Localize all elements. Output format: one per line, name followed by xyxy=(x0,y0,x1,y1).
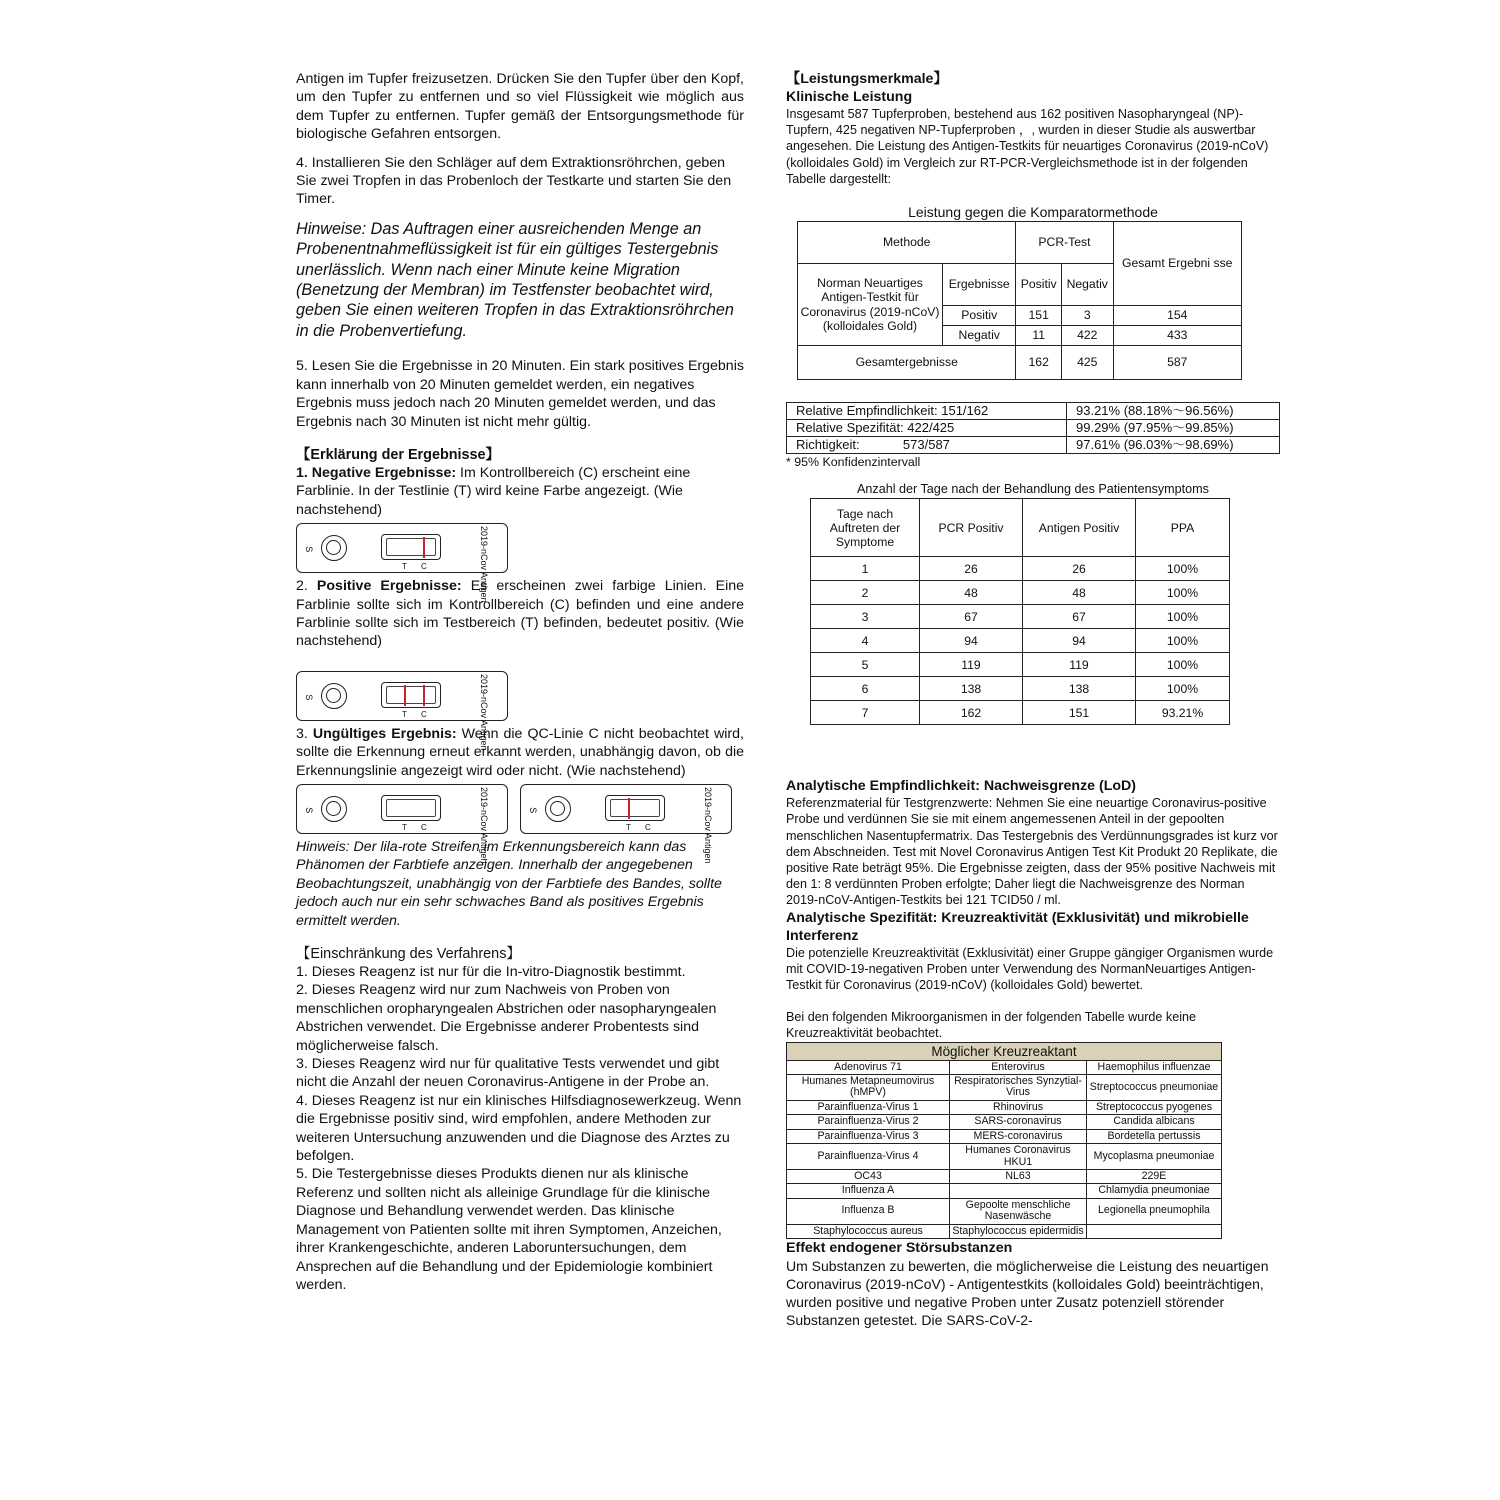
table-row xyxy=(787,1060,1222,1074)
control-line-label: C xyxy=(421,562,427,572)
table-cell: 100% xyxy=(1136,557,1230,581)
note-paragraph: Hinweise: Das Auftragen einer ausreichenden Menge an Probenentnahmeflüssigkeit ist für ein gültiges Testergebnis unerlässlich. Wenn nach einer Minute keine Migration (Benetzung der Membran) im Testfenster beobachtet wird, geben Sie einen weiteren Tropfen in das Extraktionsröhrchen in die Probenvertiefung. xyxy=(296,219,734,340)
positive-result-text: Es erscheinen zwei farbige Linien. Eine Farblinie sollte sich im Kontrollbereich (C) befinden und eine andere Farblinie sollte sich im Testbereich (T) befinden, bedeutet positiv. (Wie nachstehend) xyxy=(296,578,745,650)
table-cell: 26 xyxy=(1023,557,1136,581)
clinical-heading: Klinische Leistung xyxy=(786,89,913,105)
table-cell: 100% xyxy=(1136,605,1230,629)
limit-5: 5. Die Testergebnisse dieses Produkts dienen nur als klinische Referenz und sollten nicht als alleinige Grundlage für die klinische Diagnose und Behandlung verwendet werden. Das klinische Management von Patienten sollte mit ihren Symptomen, Anzeichen, ihrer Krankengeschichte, anderen Laboruntersuchungen, dem Ansprechen auf die Behandlung und der Epidemiologie kombiniert werden. xyxy=(296,1166,722,1293)
sample-label: S xyxy=(528,807,539,814)
table-cell: 151 xyxy=(1016,306,1062,326)
table-header: Ergebnisse xyxy=(943,264,1016,306)
results-heading: 【Erklärung der Ergebnisse】 xyxy=(296,446,500,463)
table-cell: 3 xyxy=(1061,306,1113,326)
invalid-result-text: Wenn die QC-Linie C nicht beobachtet wird, sollte die Erkennung erneut erkannt werden, unabhängig davon, ob die Erkennungslinie angezeigt wird oder nicht. (Wie nachstehend) xyxy=(296,725,744,779)
table-cell: Streptococcus pyogenes xyxy=(1087,1100,1222,1114)
cassette-side-label: 2019-nCov Antigen xyxy=(479,673,489,751)
table-cell: Staphylococcus epidermidis xyxy=(950,1224,1087,1238)
table-cell: 119 xyxy=(920,653,1023,677)
table-header: Negativ xyxy=(1061,264,1113,306)
table-row xyxy=(811,629,1230,653)
table-cell: Parainfluenza-Virus 3 xyxy=(787,1129,950,1143)
table-header: PCR-Test xyxy=(1016,222,1113,264)
table-cell: Staphylococcus aureus xyxy=(787,1224,950,1238)
control-line xyxy=(423,537,425,558)
test-line xyxy=(628,798,630,819)
result-window xyxy=(605,795,665,821)
test-line-label: T xyxy=(402,709,407,719)
cassette-side-label: 2019-nCov Antigen xyxy=(479,526,489,603)
table-cell: Enterovirus xyxy=(950,1060,1087,1074)
endogenous-paragraph: Um Substanzen zu bewerten, die möglicherweise die Leistung des neuartigen Coronavirus (2019-nCoV) - Antigentestkits (kolloidales Gold) beeinträchtigen, wurden positive und negative Proben unter Zusatz potenziell störender Substanzen getestet. Die SARS-CoV-2- xyxy=(786,1257,1269,1328)
sample-label: S xyxy=(304,807,315,814)
negative-result-paragraph xyxy=(296,464,744,519)
test-line-label: T xyxy=(626,822,631,832)
table-cell: Adenovirus 71 xyxy=(787,1060,950,1074)
table-cell: Relative Empfindlichkeit: 151/162 xyxy=(787,403,1067,420)
table-cell: 100% xyxy=(1136,629,1230,653)
table-row xyxy=(787,1100,1222,1114)
table-cell: 154 xyxy=(1113,306,1241,326)
table-cell: Influenza A xyxy=(787,1184,950,1198)
positive-result-number: 2. xyxy=(296,578,317,595)
control-line-label: C xyxy=(421,709,427,719)
table-cell: 433 xyxy=(1113,326,1241,346)
left-column xyxy=(296,70,744,1294)
comparator-table-caption: Leistung gegen die Komparatormethode xyxy=(908,204,1158,221)
specificity-paragraph: Die potenzielle Kreuzreaktivität (Exklusivität) einer Gruppe gängiger Organismen wurde mit COVID-19-negativen Proben unter Verwendung des NormanNeuartiges Antigen-Testkit für Coronavirus (2019-nCoV) (kolloidales Gold) bewertet. xyxy=(786,945,1274,993)
negative-result-text: Im Kontrollbereich (C) erscheint eine Farblinie. In der Testlinie (T) wird keine Farbe angezeigt. (Wie nachstehend) xyxy=(296,464,691,518)
result-window xyxy=(381,682,441,708)
limits-heading: 【Einschränkung des Verfahrens】 xyxy=(296,946,521,962)
table-cell: 4 xyxy=(811,629,920,653)
invalid-result-paragraph xyxy=(296,725,744,780)
lod-heading: Analytische Empfindlichkeit: Nachweisgrenze (LoD) xyxy=(786,778,1137,795)
sample-well-icon xyxy=(321,796,347,822)
table-row xyxy=(811,653,1230,677)
product-cell: Norman Neuartiges Antigen-Testkit für Coronavirus (2019-nCoV) (kolloidales Gold) xyxy=(798,264,943,346)
confidence-note: * 95% Konfidenzintervall xyxy=(786,455,921,470)
endogenous-heading: Effekt endogener Störsubstanzen xyxy=(786,1239,1013,1256)
table-row xyxy=(811,701,1230,725)
symptom-days-table xyxy=(810,498,1230,725)
invalid-cassettes xyxy=(296,780,744,864)
right-column xyxy=(786,70,1280,1329)
control-line-label: C xyxy=(421,822,427,832)
table-row xyxy=(787,437,1280,454)
cassette-side-label: 2019-nCov Antigen xyxy=(479,786,489,864)
performance-heading: 【Leistungsmerkmale】 xyxy=(786,71,948,87)
table-cell: Relative Spezifität: 422/425 xyxy=(787,420,1067,437)
table-header: PCR Positiv xyxy=(920,499,1023,557)
table-cell: Haemophilus influenzae xyxy=(1087,1060,1222,1074)
test-line-label: T xyxy=(402,822,407,832)
cassette-side-label: 2019-nCov Antigen xyxy=(703,786,713,864)
table-cell: 67 xyxy=(1023,605,1136,629)
table-cell: 48 xyxy=(920,581,1023,605)
sample-well-icon xyxy=(545,796,571,822)
table-cell: Respiratorisches Synzytial-Virus xyxy=(950,1075,1087,1101)
table-cell: Influenza B xyxy=(787,1198,950,1224)
table-row xyxy=(811,581,1230,605)
sample-well-icon xyxy=(321,535,347,561)
table-cell: 100% xyxy=(1136,653,1230,677)
hint-paragraph: Hinweis: Der lila-rote Streifen im Erkennungsbereich kann das Phänomen der Farbtiefe anzeigen. Innerhalb der angegebenen Beobachtungszeit, unabhängig von der Farbtiefe des Bandes, sollte jedoch auch nur ein sehr schwaches Band als positives Ergebnis ermittelt werden. xyxy=(296,838,722,929)
table-cell: OC43 xyxy=(787,1169,950,1183)
table-header: Tage nach Auftreten der Symptome xyxy=(811,499,920,557)
clinical-paragraph: Insgesamt 587 Tupferproben, bestehend aus 162 positiven Nasopharyngeal (NP)-Tupfern, 425 negativen NP-Tupferproben ，, wurden in dieser Studie als auswertbar angesehen. Die Leistung des Antigen-Testkits für neuartiges Coronavirus (2019-nCoV) (kolloidales Gold) im Vergleich zur RT-PCR-Vergleichsmethode ist in der folgenden Tabelle dargestellt: xyxy=(786,107,1269,186)
negative-result-title: 1. Negative Ergebnisse: xyxy=(296,464,457,481)
table-cell: Streptococcus pneumoniae xyxy=(1087,1075,1222,1101)
step-5-paragraph: 5. Lesen Sie die Ergebnisse in 20 Minuten. Ein stark positives Ergebnis kann innerhalb von 20 Minuten gemeldet werden, ein negatives Ergebnis muss jedoch nach 20 Minuten gemeldet werden, und das Ergebnis nach 30 Minuten ist nicht mehr gültig. xyxy=(296,358,744,430)
step-4-paragraph: 4. Installieren Sie den Schläger auf dem Extraktionsröhrchen, geben Sie zwei Tropfen in das Probenloch der Testkarte und starten Sie den Timer. xyxy=(296,154,732,208)
table-header: Gesamt Ergebni sse xyxy=(1113,222,1241,306)
table-cell: 2 xyxy=(811,581,920,605)
table-cell: 119 xyxy=(1023,653,1136,677)
invalid-result-number: 3. xyxy=(296,725,313,742)
table-cell: Bordetella pertussis xyxy=(1087,1129,1222,1143)
table-cell: Negativ xyxy=(943,326,1016,346)
table-cell: 48 xyxy=(1023,581,1136,605)
table-row xyxy=(787,1198,1222,1224)
result-window xyxy=(381,795,441,821)
table-row xyxy=(787,403,1280,420)
limit-3: 3. Dieses Reagenz wird nur für qualitative Tests verwendet und gibt nicht die Anzahl der neuen Coronavirus-Antigene in der Probe an. xyxy=(296,1056,720,1091)
table-cell: SARS-coronavirus xyxy=(950,1115,1087,1129)
table-cell: Positiv xyxy=(943,306,1016,326)
limit-1: 1. Dieses Reagenz ist nur für die In-vitro-Diagnostik bestimmt. xyxy=(296,964,686,980)
cross-reactant-table xyxy=(786,1042,1222,1239)
table-row xyxy=(811,605,1230,629)
table-cell: 3 xyxy=(811,605,920,629)
symptom-days-caption: Anzahl der Tage nach der Behandlung des Patientensymptoms xyxy=(857,482,1209,497)
table-header: Möglicher Kreuzreaktant xyxy=(787,1042,1222,1060)
result-window xyxy=(381,534,441,560)
table-row xyxy=(787,1129,1222,1143)
table-cell: 93.21% (88.18%～96.56%) xyxy=(1067,403,1280,420)
table-cell: Humanes Coronavirus HKU1 xyxy=(950,1144,1087,1170)
table-cell: Parainfluenza-Virus 4 xyxy=(787,1144,950,1170)
table-cell: 94 xyxy=(1023,629,1136,653)
table-header: PPA xyxy=(1136,499,1230,557)
invalid-cassette-figure xyxy=(520,784,732,864)
test-line xyxy=(404,685,406,706)
table-cell: 94 xyxy=(920,629,1023,653)
table-cell: 67 xyxy=(920,605,1023,629)
table-row xyxy=(787,1169,1222,1183)
comparator-table xyxy=(797,221,1242,380)
table-cell: 5 xyxy=(811,653,920,677)
table-cell: MERS-coronavirus xyxy=(950,1129,1087,1143)
invalid-cassette-figure xyxy=(296,784,508,864)
table-row xyxy=(787,420,1280,437)
table-cell: NL63 xyxy=(950,1169,1087,1183)
control-line-label: C xyxy=(645,822,651,832)
table-cell: 151 xyxy=(1023,701,1136,725)
table-header: Positiv xyxy=(1016,264,1062,306)
table-row xyxy=(811,677,1230,701)
table-cell: 100% xyxy=(1136,581,1230,605)
sensitivity-table xyxy=(786,402,1280,454)
positive-result-title: Positive Ergebnisse: xyxy=(316,578,462,595)
table-row xyxy=(798,346,1242,380)
table-cell: 425 xyxy=(1061,346,1113,380)
table-cell: 7 xyxy=(811,701,920,725)
table-cell: Legionella pneumophila xyxy=(1087,1198,1222,1224)
limit-4: 4. Dieses Reagenz ist nur ein klinisches Hilfsdiagnosewerkzeug. Wenn die Ergebnisse positiv sind, wird empfohlen, andere Methoden zur weiteren Untersuchung anzuwenden und die Diagnose des Arztes zu befolgen. xyxy=(296,1092,742,1165)
table-cell: 11 xyxy=(1016,326,1062,346)
table-cell: Humanes Metapneumovirus (hMPV) xyxy=(787,1075,950,1101)
table-cell: 26 xyxy=(920,557,1023,581)
table-header: Methode xyxy=(798,222,1016,264)
table-cell: 587 xyxy=(1113,346,1241,380)
table-cell: 97.61% (96.03%～98.69%) xyxy=(1067,437,1280,454)
control-line xyxy=(423,685,425,706)
specificity-heading: Analytische Spezifität: Kreuzreaktivität (Exklusivität) und mikrobielle Interferenz xyxy=(786,909,1249,944)
microorganism-paragraph: Bei den folgenden Mikroorganismen in der folgenden Tabelle wurde keine Kreuzreaktivität beobachtet. xyxy=(786,1010,1197,1041)
table-cell: Candida albicans xyxy=(1087,1115,1222,1129)
table-cell: Gesamtergebnisse xyxy=(798,346,1016,380)
table-cell: Parainfluenza-Virus 2 xyxy=(787,1115,950,1129)
sample-label: S xyxy=(304,693,315,700)
table-cell: Chlamydia pneumoniae xyxy=(1087,1184,1222,1198)
table-cell xyxy=(1087,1224,1222,1238)
table-cell: 138 xyxy=(920,677,1023,701)
lod-paragraph: Referenzmaterial für Testgrenzwerte: Nehmen Sie eine neuartige Coronavirus-positive Probe und verdünnen Sie sie mit einem angemessenen Anteil in der gepoolten menschlichen Nasentupfermatrix. Das Testergebnis des Verdünnungsgrades ist kurz vor dem Abschneiden. Test mit Novel Coronavirus Antigen Test Kit Produkt 20 Replikate, die positive Rate beträgt 95%. Die Ergebnisse zeigten, dass der 95% positive Nachweis mit den 1: 8 verdünnten Proben erfolgte; Daher liegt die Nachweisgrenze des Norman 2019-nCoV-Antigen-Testkits bei 121 TCID50 / ml. xyxy=(786,796,1278,908)
positive-result-paragraph xyxy=(296,577,744,651)
table-cell: 99.29% (97.95%～99.85%) xyxy=(1067,420,1280,437)
test-line-label: T xyxy=(402,562,407,572)
table-row xyxy=(787,1224,1222,1238)
table-cell: 6 xyxy=(811,677,920,701)
table-row xyxy=(811,557,1230,581)
table-cell: Gepoolte menschliche Nasenwäsche xyxy=(950,1198,1087,1224)
table-row xyxy=(787,1115,1222,1129)
table-cell: 162 xyxy=(1016,346,1062,380)
limit-2: 2. Dieses Reagenz wird nur zum Nachweis von Proben von menschlichen oropharyngealen Abstrichen oder nasopharyngealen Abstrichen verwendet. Die Ergebnisse anderer Probentests sind möglicherweise falsch. xyxy=(296,982,717,1054)
table-cell: Parainfluenza-Virus 1 xyxy=(787,1100,950,1114)
table-cell: Mycoplasma pneumoniae xyxy=(1087,1144,1222,1170)
table-cell: Richtigkeit: 573/587 xyxy=(787,437,1067,454)
table-cell: 229E xyxy=(1087,1169,1222,1183)
sample-label: S xyxy=(304,546,315,553)
sample-well-icon xyxy=(321,683,347,709)
table-cell: 162 xyxy=(920,701,1023,725)
invalid-result-title: Ungültiges Ergebnis: xyxy=(312,725,457,742)
table-cell: 138 xyxy=(1023,677,1136,701)
table-cell: 100% xyxy=(1136,677,1230,701)
intro-paragraph: Antigen im Tupfer freizusetzen. Drücken Sie den Tupfer über den Kopf, um den Tupfer zu entfernen und so viel Flüssigkeit wie möglich aus dem Tupfer zu entfernen. Tupfer gemäß der Entsorgungsmethode für biologische Gefahren entsorgen. xyxy=(296,71,744,143)
table-cell xyxy=(950,1184,1087,1198)
table-cell: 422 xyxy=(1061,326,1113,346)
table-cell: 1 xyxy=(811,557,920,581)
table-row xyxy=(787,1184,1222,1198)
table-row xyxy=(787,1144,1222,1170)
table-row xyxy=(787,1075,1222,1101)
table-cell: Rhinovirus xyxy=(950,1100,1087,1114)
table-header: Antigen Positiv xyxy=(1023,499,1136,557)
table-cell: 93.21% xyxy=(1136,701,1230,725)
